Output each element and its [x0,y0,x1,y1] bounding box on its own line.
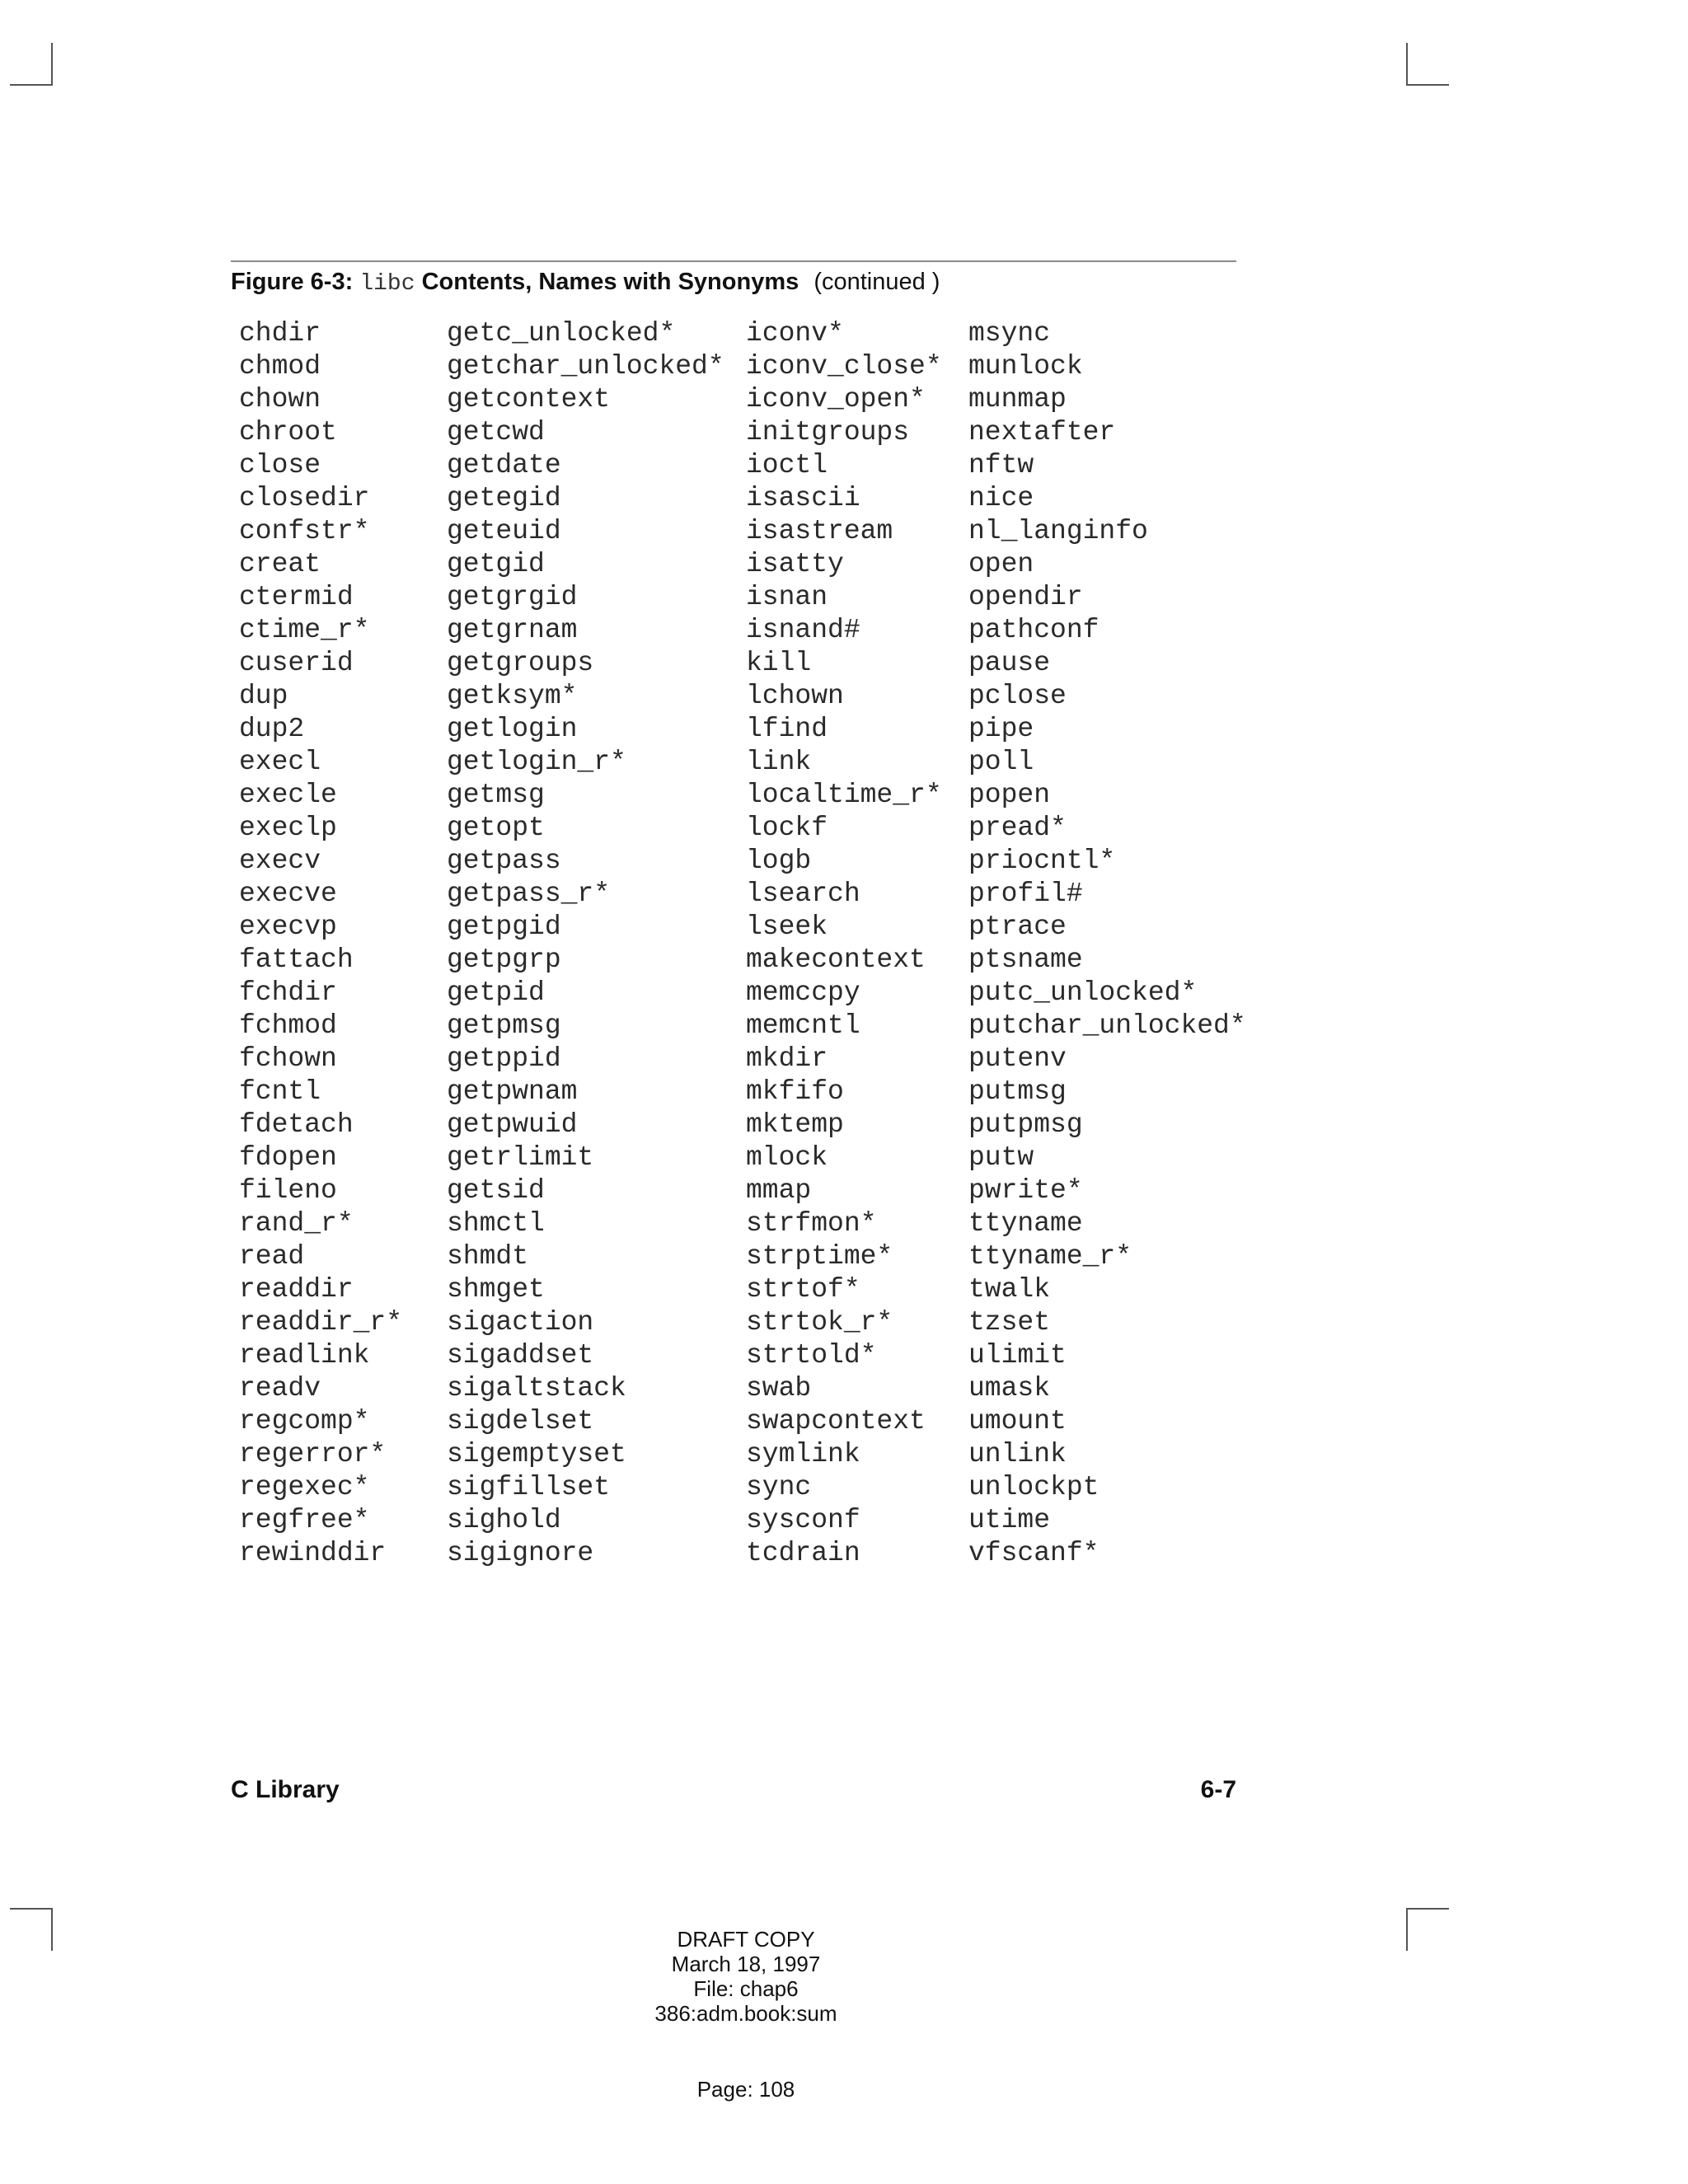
function-name: fdetach [239,1109,354,1140]
function-name: getchar_unlocked* [447,351,724,382]
function-name: pipe [968,714,1034,744]
function-name: nl_langinfo [968,516,1148,546]
function-name: getgroups [447,648,594,678]
function-name: nextafter [968,417,1116,448]
function-name: mmap [746,1175,812,1206]
function-name: isnan [746,582,828,612]
function-name: ttyname_r* [968,1241,1132,1272]
function-name: getegid [447,483,561,513]
function-name: sigfillset [447,1472,611,1502]
function-name: sigignore [447,1538,594,1568]
function-name: priocntl* [968,846,1116,876]
function-name: sighold [447,1505,561,1535]
name-column-2 [447,317,724,1570]
function-name: readdir_r* [239,1307,403,1338]
function-name: ctermid [239,582,354,612]
name-column-4 [968,317,1246,1570]
function-name: tcdrain [746,1538,860,1568]
draft-book: 386:adm.book:sum [654,2001,837,2026]
function-name: profil# [968,879,1083,909]
function-name: strtok_r* [746,1307,893,1338]
function-name: swab [746,1373,812,1404]
function-name: pread* [968,813,1067,843]
function-name: fchdir [239,977,337,1008]
function-name: fcntl [239,1076,321,1107]
function-name: mktemp [746,1109,844,1140]
function-name: putc_unlocked* [968,977,1198,1008]
function-name: nice [968,483,1034,513]
function-name: execv [239,846,321,876]
function-name: sync [746,1472,812,1502]
function-name: fdopen [239,1142,337,1173]
function-name: putpmsg [968,1109,1083,1140]
function-name: execlp [239,813,337,843]
draft-file: File: chap6 [693,1976,799,2001]
function-name: tzset [968,1307,1051,1338]
function-name: ptrace [968,912,1067,942]
function-name: getksym* [447,681,578,711]
function-name: pathconf [968,615,1100,645]
function-name: isatty [746,549,844,579]
function-name: ulimit [968,1340,1067,1371]
figure-continued-note: (continued ) [814,269,940,295]
crop-mark-top-right [1406,43,1449,86]
function-name: link [746,747,812,777]
function-name: swapcontext [746,1406,926,1436]
function-name: sigaction [447,1307,594,1338]
function-name: msync [968,318,1051,349]
function-name: getopt [447,813,545,843]
figure-title: Contents, Names with Synonyms [421,269,799,295]
function-name: ptsname [968,944,1083,975]
function-name: umask [968,1373,1051,1404]
function-name: open [968,549,1034,579]
function-name: unlink [968,1439,1067,1469]
function-name: getpid [447,977,545,1008]
function-name: sigaddset [447,1340,594,1371]
function-name: putw [968,1142,1034,1173]
function-name: fchown [239,1043,337,1074]
draft-title: DRAFT COPY [677,1927,815,1952]
crop-mark-top-left [10,43,53,86]
function-name: putmsg [968,1076,1067,1107]
function-name: munlock [968,351,1083,382]
function-name: getpgrp [447,944,561,975]
name-column-3 [746,317,942,1570]
figure-label: Figure 6-3: [231,269,354,295]
function-name: chown [239,384,321,415]
figure-caption [231,265,940,301]
function-name: lchown [746,681,844,711]
function-name: sysconf [746,1505,860,1535]
function-name: strtof* [746,1274,860,1305]
function-name: opendir [968,582,1083,612]
function-name: getcontext [447,384,611,415]
function-name: dup [239,681,288,711]
function-name: regcomp* [239,1406,370,1436]
function-name: sigaltstack [447,1373,626,1404]
function-name: kill [746,648,812,678]
function-name: confstr* [239,516,370,546]
function-name: getpass [447,846,561,876]
function-name: fchmod [239,1010,337,1041]
function-name: getpwuid [447,1109,578,1140]
function-name: lfind [746,714,828,744]
function-name-table [239,317,1253,1603]
function-name: execve [239,879,337,909]
function-name: getdate [447,450,561,480]
function-name: pclose [968,681,1067,711]
function-name: strtold* [746,1340,877,1371]
function-name: readv [239,1373,321,1404]
function-name: getppid [447,1043,561,1074]
function-name: localtime_r* [746,780,942,810]
function-name: mlock [746,1142,828,1173]
function-name: getgrgid [447,582,578,612]
crop-mark-bottom-right [1406,1908,1449,1951]
function-name: iconv* [746,318,844,349]
footer-section-title: C Library [231,1776,340,1803]
crop-mark-bottom-left [10,1908,53,1951]
footer-page-number: 6-7 [1200,1776,1236,1803]
function-name: regfree* [239,1505,370,1535]
function-name: getsid [447,1175,545,1206]
function-name: shmget [447,1274,545,1305]
function-name: getc_unlocked* [447,318,676,349]
function-name: getrlimit [447,1142,594,1173]
function-name: strptime* [746,1241,893,1272]
function-name: ctime_r* [239,615,370,645]
function-name: putchar_unlocked* [968,1010,1246,1041]
function-name: lsearch [746,879,860,909]
function-name: ioctl [746,450,828,480]
function-name: regexec* [239,1472,370,1502]
function-name: popen [968,780,1051,810]
function-name: read [239,1241,305,1272]
function-name: getpgid [447,912,561,942]
function-name: creat [239,549,321,579]
function-name: chmod [239,351,321,382]
function-name: munmap [968,384,1067,415]
function-name: ttyname [968,1208,1083,1239]
function-name: fattach [239,944,354,975]
function-name: vfscanf* [968,1538,1100,1568]
function-name: dup2 [239,714,305,744]
draft-page: Page: 108 [696,2077,795,2102]
function-name: shmctl [447,1208,545,1239]
function-name: getmsg [447,780,545,810]
function-name: memcntl [746,1010,860,1041]
function-name: logb [746,846,812,876]
function-name: pause [968,648,1051,678]
function-name: makecontext [746,944,926,975]
function-name: closedir [239,483,370,513]
function-name: isastream [746,516,893,546]
function-name: getlogin [447,714,578,744]
function-name: iconv_close* [746,351,942,382]
function-name: memccpy [746,977,860,1008]
function-name: lockf [746,813,828,843]
function-name: chroot [239,417,337,448]
name-column-1 [239,317,402,1570]
draft-date: March 18, 1997 [671,1952,821,1976]
function-name: execl [239,747,321,777]
function-name: getcwd [447,417,545,448]
function-name: sigdelset [447,1406,594,1436]
figure-code-term: libc [359,271,415,297]
function-name: strfmon* [746,1208,877,1239]
function-name: geteuid [447,516,561,546]
function-name: getpmsg [447,1010,561,1041]
function-name: cuserid [239,648,354,678]
function-name: execle [239,780,337,810]
function-name: regerror* [239,1439,387,1469]
function-name: pwrite* [968,1175,1083,1206]
draft-stamp [577,1927,915,2026]
function-name: chdir [239,318,321,349]
function-name: getgid [447,549,545,579]
function-name: symlink [746,1439,860,1469]
function-name: close [239,450,321,480]
function-name: mkdir [746,1043,828,1074]
function-name: shmdt [447,1241,529,1272]
function-name: umount [968,1406,1067,1436]
function-name: readlink [239,1340,370,1371]
caption-rule [231,260,1236,262]
function-name: readdir [239,1274,354,1305]
function-name: getlogin_r* [447,747,626,777]
function-name: rand_r* [239,1208,354,1239]
function-name: unlockpt [968,1472,1100,1502]
function-name: lseek [746,912,828,942]
function-name: execvp [239,912,337,942]
function-name: iconv_open* [746,384,926,415]
function-name: nftw [968,450,1034,480]
function-name: getpwnam [447,1076,578,1107]
function-name: isascii [746,483,860,513]
function-name: rewinddir [239,1538,387,1568]
function-name: twalk [968,1274,1051,1305]
function-name: fileno [239,1175,337,1206]
function-name: poll [968,747,1034,777]
function-name: putenv [968,1043,1067,1074]
function-name: sigemptyset [447,1439,626,1469]
function-name: utime [968,1505,1051,1535]
function-name: isnand# [746,615,860,645]
function-name: initgroups [746,417,910,448]
function-name: mkfifo [746,1076,844,1107]
function-name: getpass_r* [447,879,611,909]
function-name: getgrnam [447,615,578,645]
